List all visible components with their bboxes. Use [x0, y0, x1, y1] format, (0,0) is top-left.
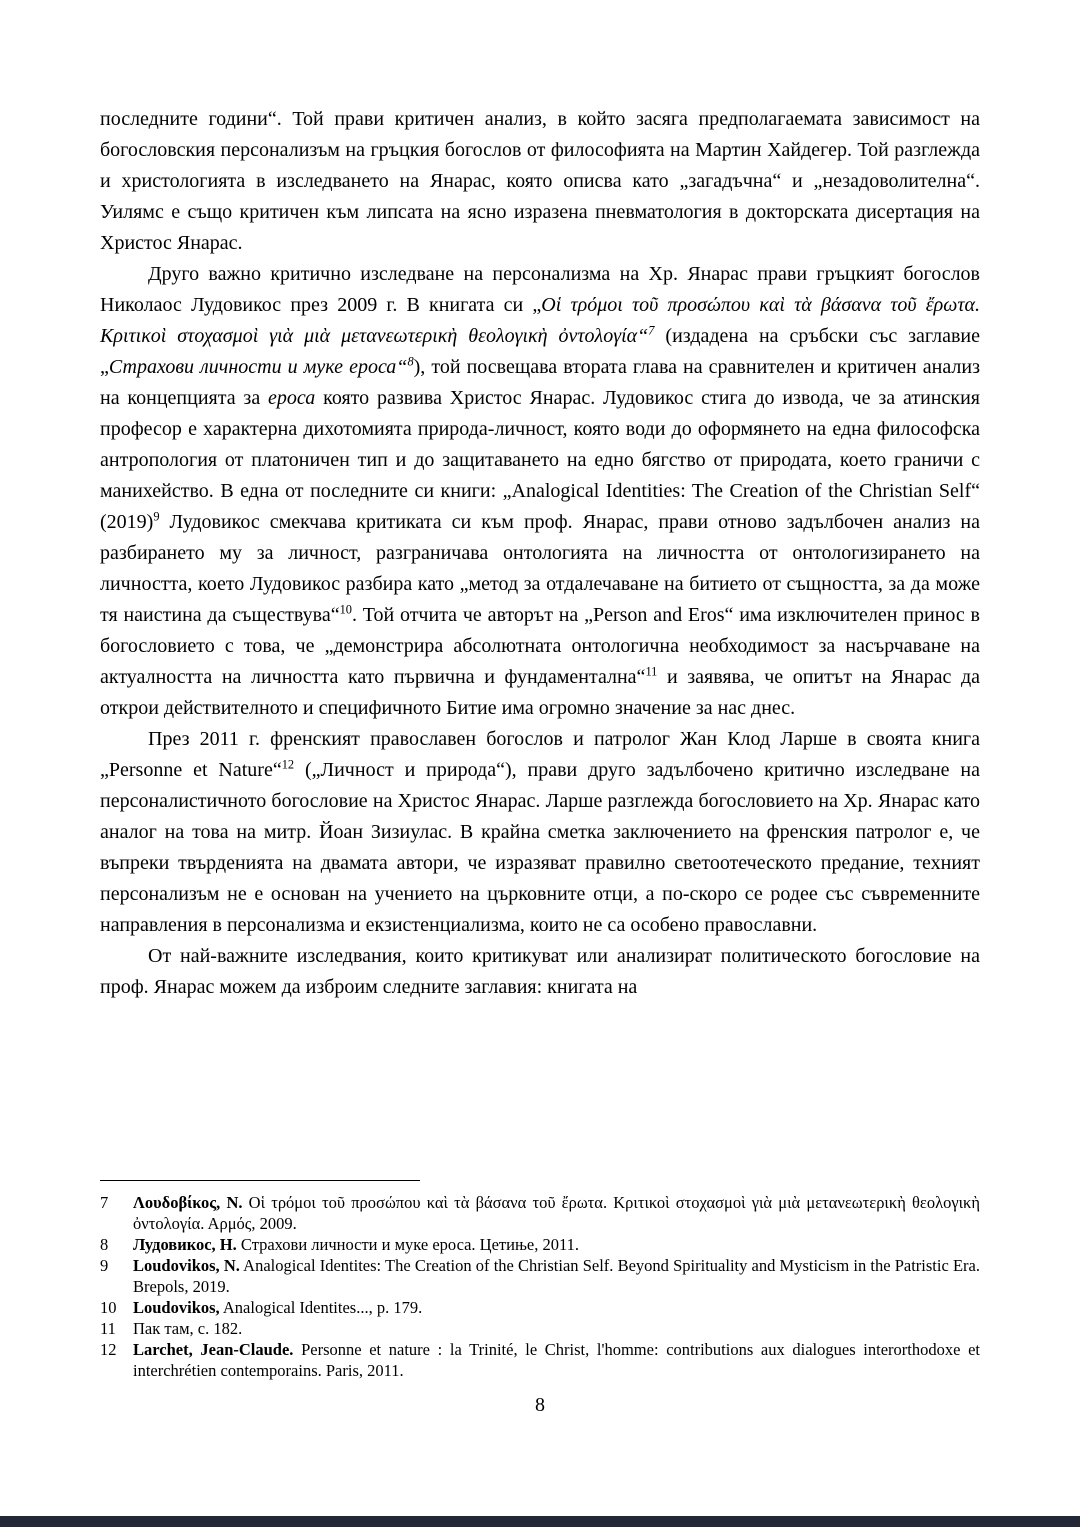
body-paragraph: [100, 104, 980, 259]
text-run: Οἱ τρόμοι τοῦ προσώπου καὶ τὰ βάσανα τοῦ ἔρωτα. Κριτικοὶ στοχασμοὶ γιὰ μιὰ μετανεωτερικὴ θεολογικὴ ὀντολογία“: [100, 294, 980, 347]
footnote-run: Larchet, Jean-Claude.: [133, 1340, 294, 1359]
footnote-run: Personne et nature : la Trinité, le Christ, l'homme: contributions aux dialogues interorthodoxe et interchrétien contemporains. Paris, 2011.: [133, 1340, 980, 1380]
footnote-run: Analogical Identites..., p. 179.: [219, 1298, 423, 1317]
footnote-item: [100, 1318, 980, 1339]
body-paragraph: [100, 724, 980, 941]
footnote-item: [100, 1234, 980, 1255]
text-run: последните години“. Той прави критичен анализ, в който засяга предполагаемата зависимост на богословския персонализъм на гръцкия богослов от философията на Мартин Хайдегер. Той разглежда и христологията в изследването на Янарас, която описва като „загадъчна“ и „незадоволителна“. Уилямс е също критичен към липсата на ясно изразена пневматология в докторската дисертация на Христос Янарас.: [100, 108, 980, 254]
footnote-number: 7: [100, 1193, 109, 1212]
footnote-run: Loudovikos, N.: [133, 1256, 240, 1275]
text-run: През 2011 г. френският православен богослов и патролог Жан Клод Ларше в своята книга „Personne et Nature“: [100, 728, 980, 781]
page-number: 8: [535, 1394, 545, 1416]
text-run: (издадена на сръбски със заглавие „: [100, 325, 981, 378]
text-run: ероса: [268, 387, 316, 409]
text-run: От най-важните изследвания, които критикуват или анализират политическото богословие на проф. Янарас можем да изброим следните заглавия: книгата на: [100, 945, 980, 998]
bottom-bar: [0, 1516, 1080, 1527]
text-run: която развива Христос Янарас. Лудовикос стига до извода, че за атинския професор е характерна дихотомията природа-личност, която води до оформянето на една философска антропология от платоничен тип и до защитаването на едно бягство от природата, което граничи с манихейство. В една от последните си книги: „Analogical Identities: The Creation of the Christian Self“ (2019): [100, 387, 980, 533]
text-run: Друго важно критично изследване на персонализма на Хр. Янарас прави гръцкият богослов Николаос Лудовикос през 2009 г. В книгата си „: [100, 263, 980, 316]
footnote-run: Οἱ τρόμοι τοῦ προσώπου καὶ τὰ βάσανα τοῦ ἔρωτα. Κριτικοὶ στοχασμοὶ γιὰ μιὰ μετανεωτερικὴ θεολογικὴ ὀντολογία. Αρμός, 2009.: [133, 1193, 980, 1233]
text-run: ), той посвещава втората глава на сравнителен и критичен анализ на концепцията за: [100, 356, 981, 409]
footnote-item: [100, 1297, 980, 1318]
footnote-item: [100, 1192, 980, 1234]
footnote-text: [133, 1234, 980, 1255]
body-paragraph: [100, 259, 980, 724]
text-run: . Той отчита че авторът на „Person and Eros“ има изключителен принос в богословието с това, че „демонстрира абсолютната онтологична необходимост за насърчаване на актуалността на личността като първична и фундаментална“: [100, 604, 980, 688]
footnote-number: 11: [100, 1319, 116, 1338]
footnote-number: 9: [100, 1256, 109, 1275]
footnote-item: [100, 1255, 980, 1297]
footnotes-block: [100, 1192, 980, 1381]
footnote-reference: 8: [407, 354, 414, 369]
footnote-run: Loudovikos,: [133, 1298, 220, 1317]
footnote-reference: 12: [281, 757, 295, 772]
text-run: („Личност и природа“), прави друго задълбочено критично изследване на персоналистичното богословие на Христос Янарас. Ларше разглежда богословието на Хр. Янарас като аналог на това на митр. Йоан Зизиулас. В крайна сметка заключението на френския патролог е, че въпреки твърденията на двамата автори, че изразяват правилно светоотеческото предание, техният персонализъм не е основан на учението на църковните отци, а по-скоро се родее със съвременните направления в персонализма и екзистенциализма, които не са особено православни.: [100, 759, 981, 936]
footnote-run: Analogical Identites: The Creation of the Christian Self. Beyond Spirituality and Mysticism in the Patristic Era. Brepols, 2019.: [133, 1256, 980, 1296]
text-run: Лудовикос смекчава критиката си към проф. Янарас, прави отново задълбочен анализ на разбирането му за личност, разграничава онтологията на личността от онтологизирането на личността, което Лудовикос разбира като „метод за отдалечаване на битието от същността, за да може тя наистина да съществува“: [100, 511, 980, 626]
footnote-run: Лудовикос, Н.: [133, 1235, 237, 1254]
footnote-reference: 9: [153, 509, 160, 524]
footnote-run: Пак там, с. 182.: [133, 1319, 243, 1338]
text-run: и заявява, че опитът на Янарас да открои действителното и специфичното Битие има огромно значение за нас днес.: [100, 666, 980, 719]
footnote-separator-rule: [100, 1180, 420, 1181]
footnote-text: [133, 1255, 980, 1297]
footnote-number: 12: [100, 1340, 117, 1359]
footnote-run: Λουδοβίκος, Ν.: [133, 1193, 243, 1212]
footnote-text: [133, 1318, 980, 1339]
body-text-block: [100, 104, 980, 1003]
footnote-text: [133, 1192, 980, 1234]
footnote-text: [133, 1297, 980, 1318]
text-run: Страхови личности и муке ероса“: [108, 356, 408, 378]
footnote-reference: 11: [645, 664, 658, 679]
footnote-number: 8: [100, 1235, 109, 1254]
footnote-text: [133, 1339, 980, 1381]
footnote-number: 10: [100, 1298, 117, 1317]
footnote-run: Страхови личности и муке ероса. Цетиње, 2011.: [236, 1235, 579, 1254]
footnote-reference: 7: [648, 323, 655, 338]
footnote-reference: 10: [339, 602, 352, 617]
body-paragraph: [100, 941, 980, 1003]
footnote-item: [100, 1339, 980, 1381]
